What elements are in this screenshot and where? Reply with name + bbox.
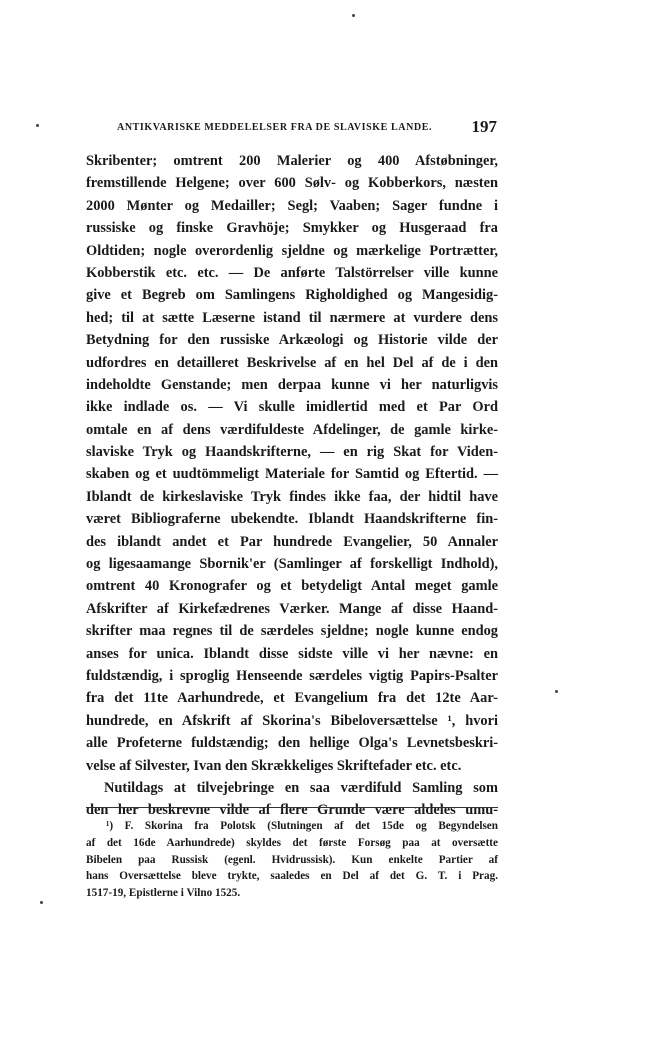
text-line: give et Begreb om Samlingens Righoldighed og Mangesidig- — [86, 287, 498, 304]
text-line: Kobberstik etc. etc. — De anførte Talstörrelser ville kunne — [86, 264, 498, 281]
text-line: russiske og finske Gravhöje; Smykker og Husgeraad fra — [86, 220, 498, 237]
running-head: ANTIKVARISKE MEDDELELSER FRA DE SLAVISKE LANDE. — [117, 122, 433, 133]
text-line: fuldstændig, i sproglig Henseende særdeles vigtig Papirs-Psalter — [86, 667, 498, 684]
scan-speck — [40, 901, 43, 904]
text-line: den her beskrevne vilde af flere Grunde være aldeles umu- — [86, 802, 498, 819]
text-line: Afskrifter af Kirkefædrenes Værker. Mange af disse Haand- — [86, 600, 498, 617]
text-line: hed; til at sætte Læserne istand til nærmere at vurdere dens — [86, 309, 498, 326]
text-line: anses for unica. Iblandt disse sidste ville vi her nævne: en — [86, 645, 498, 662]
scan-speck — [36, 124, 39, 127]
text-line: 2000 Mønter og Medailler; Segl; Vaaben; Sager fundne i — [86, 197, 498, 214]
text-line: fremstillende Helgene; over 600 Sølv- og Kobberkors, næsten — [86, 175, 498, 192]
main-text — [86, 150, 498, 822]
text-line: Betydning for den russiske Arkæologi og Historie vilde der — [86, 332, 498, 349]
text-line: Skribenter; omtrent 200 Malerier og 400 Afstøbninger, — [86, 153, 498, 169]
text-line: indeholdte Genstande; men derpaa kunne vi her naturligvis — [86, 376, 498, 393]
footnote-line: hans Oversættelse bleve trykte, saaledes en Del af det G. T. i Prag. — [86, 870, 498, 883]
footnote-line: ¹) F. Skorina fra Polotsk (Slutningen af det 15de og Begyndelsen — [106, 820, 498, 832]
text-line: des iblandt andet et Par hundrede Evangelier, 50 Annaler — [86, 533, 498, 550]
footnote-line: Bibelen paa Russisk (egenl. Hvidrussisk). Kun enkelte Partier af — [86, 853, 498, 866]
text-line: alle Profeterne fuldstændig; den hellige Olga's Levnetsbeskri- — [86, 735, 498, 752]
page-number: 197 — [471, 117, 497, 136]
text-line: Iblandt de kirkeslaviske Tryk findes ikke faa, der hidtil have — [86, 488, 498, 505]
text-line: været Bibliograferne ubekendte. Iblandt Haandskrifterne fin- — [86, 511, 498, 528]
scan-speck — [555, 690, 558, 693]
text-line: hundrede, en Afskrift af Skorina's Bibeloversættelse ¹, hvori — [86, 712, 498, 729]
text-line: omtrent 40 Kronografer og et betydeligt Antal meget gamle — [86, 578, 498, 595]
text-line: skrifter maa regnes til de særdeles sjeldne; nogle kunne endog — [86, 623, 498, 640]
text-line: Oldtiden; nogle overordenlig sjeldne og mærkelige Portrætter, — [86, 242, 498, 259]
page-header — [117, 118, 497, 138]
text-line: omtale en af dens værdifuldeste Afdelinger, de gamle kirke- — [86, 421, 498, 438]
footnote — [86, 818, 498, 902]
footnote-line: af det 16de Aarhundrede) skyldes det første Forsøg paa at oversætte — [86, 836, 498, 849]
footnote-line: 1517-19, Epistlerne i Vilno 1525. — [86, 887, 241, 900]
text-line: skaben og et uudtömmeligt Materiale for Samtid og Eftertid. — — [86, 466, 498, 483]
text-line: ikke indlade os. — Vi skulle imidlertid med et Par Ord — [86, 399, 498, 416]
text-line: slaviske Tryk og Haandskrifterne, — en rig Skat for Viden- — [86, 444, 498, 461]
text-line: og ligesaamange Sbornik'er (Samlinger af forskelligt Indhold), — [86, 556, 498, 573]
footnote-divider — [86, 807, 498, 808]
text-line: udfordres en detailleret Beskrivelse af en hel Del af de i den — [86, 354, 498, 371]
text-line: fra det 11te Aarhundrede, et Evangelium fra det 12te Aar- — [86, 690, 498, 707]
text-line: velse af Silvester, Ivan den Skrækkeliges Skriftefader etc. etc. — [86, 757, 462, 774]
text-line-paragraph-start: Nutildags at tilvejebringe en saa værdifuld Samling som — [104, 779, 498, 796]
scan-speck — [352, 14, 355, 17]
